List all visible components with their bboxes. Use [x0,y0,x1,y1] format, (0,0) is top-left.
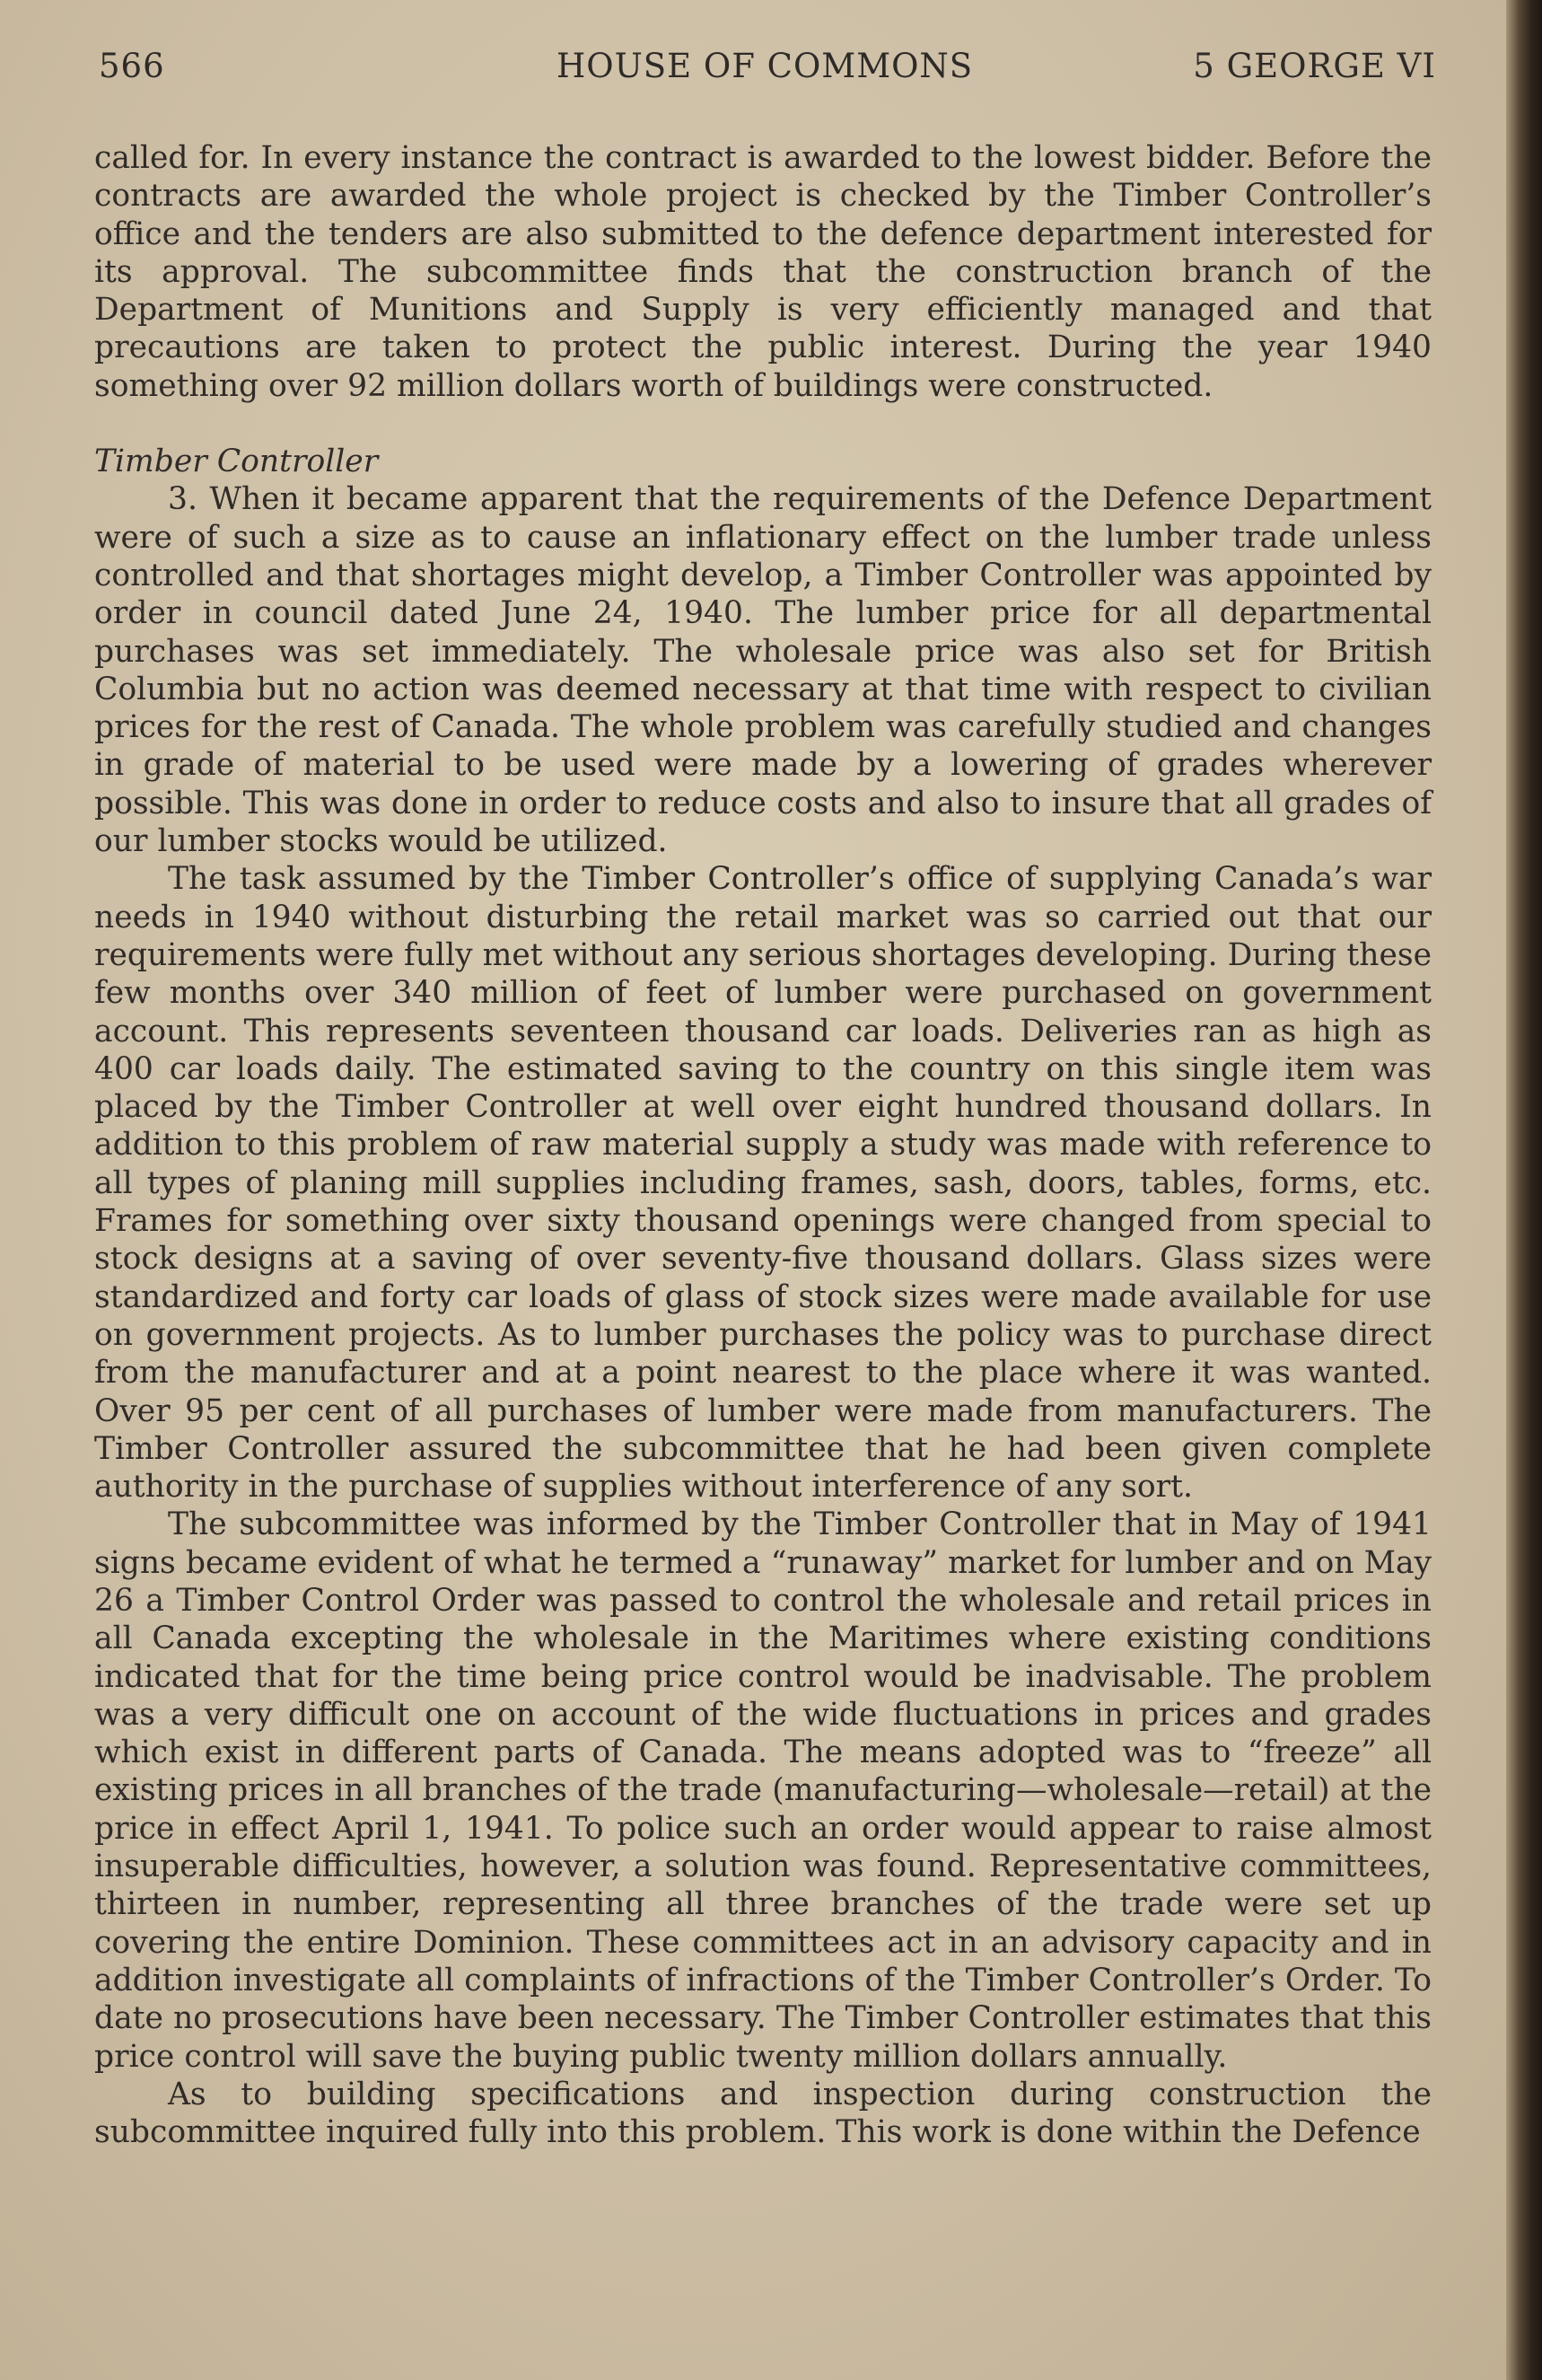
body-text [94,139,1432,2151]
publication-title: HOUSE OF COMMONS [556,47,974,85]
paragraph-subcommittee: The subcommittee was informed by the Timber Controller that in May of 1941 signs became evident of what he termed a “runaway” market for lumber and on May 26 a Timber Control Order was passed to control the wholesale and retail prices in all Canada excepting the wholesale in the Maritimes where existing conditions indicated that for the time being price control would be inadvisable. The problem was a very difficult one on account of the wide fluctuations in prices and grades which exist in different parts of Canada. The means adopted was to “freeze” all existing prices in all branches of the trade (manufacturing—wholesale—retail) at the price in effect April 1, 1941. To police such an order would appear to raise almost insuperable difficulties, however, a solution was found. Representative committees, thirteen in number, representing all three branches of the trade were set up covering the entire Dominion. These committees act in an advisory capacity and in addition investigate all complaints of infractions of the Timber Controller’s Order. To date no prosecutions have been necessary. The Timber Controller estimates that this price control will save the buying public twenty million dollars annually. [94,1506,1432,2075]
page-edge-shadow [1506,0,1542,2380]
paragraph-building: As to building specifications and inspection during construction the subcommittee inquired fully into this problem. This work is done within the Defence [94,2076,1432,2151]
section-heading: Timber Controller [94,444,379,480]
session-label: 5 GEORGE VI [1193,47,1436,85]
page-number: 566 [99,47,165,85]
paragraph-3: 3. When it became apparent that the requirements of the Defence Department were of such a size as to cause an inflationary effect on the lumber trade unless controlled and that shortages might develop, a Timber Controller was appointed by order in council dated June 24, 1940. The lumber price for all departmental purchases was set immediately. The wholesale price was also set for British Columbia but no action was deemed necessary at that time with respect to civilian prices for the rest of Canada. The whole problem was carefully studied and changes in grade of material to be used were made by a lowering of grades wherever possible. This was done in order to reduce costs and also to insure that all grades of our lumber stocks would be utilized. [94,481,1432,860]
paragraph-intro: called for. In every instance the contract is awarded to the lowest bidder. Before the contracts are awarded the whole project is checked by the Timber Controller’s office and the tenders are also submitted to the defence department interested for its approval. The subcommittee finds that the construction branch of the Department of Munitions and Supply is very efficiently managed and that precautions are taken to protect the public interest. During the year 1940 something over 92 million dollars worth of buildings were constructed. [94,140,1432,404]
paragraph-task: The task assumed by the Timber Controller’s office of supplying Canada’s war needs in 1940 without disturbing the retail market was so carried out that our requirements were fully met without any serious shortages developing. During these few months over 340 million of feet of lumber were purchased on government account. This represents seventeen thousand car loads. Deliveries ran as high as 400 car loads daily. The estimated saving to the country on this single item was placed by the Timber Controller at well over eight hundred thousand dollars. In addition to this problem of raw material supply a study was made with reference to all types of planing mill supplies including frames, sash, doors, tables, forms, etc. Frames for something over sixty thousand openings were changed from special to stock designs at a saving of over seventy-five thousand dollars. Glass sizes were standardized and forty car loads of glass of stock sizes were made available for use on government projects. As to lumber purchases the policy was to purchase direct from the manufacturer and at a point nearest to the place where it was wanted. Over 95 per cent of all purchases of lumber were made from manufacturers. The Timber Controller assured the subcommittee that he had been given complete authority in the purchase of supplies without interference of any sort. [94,861,1432,1506]
running-header [99,47,1436,92]
